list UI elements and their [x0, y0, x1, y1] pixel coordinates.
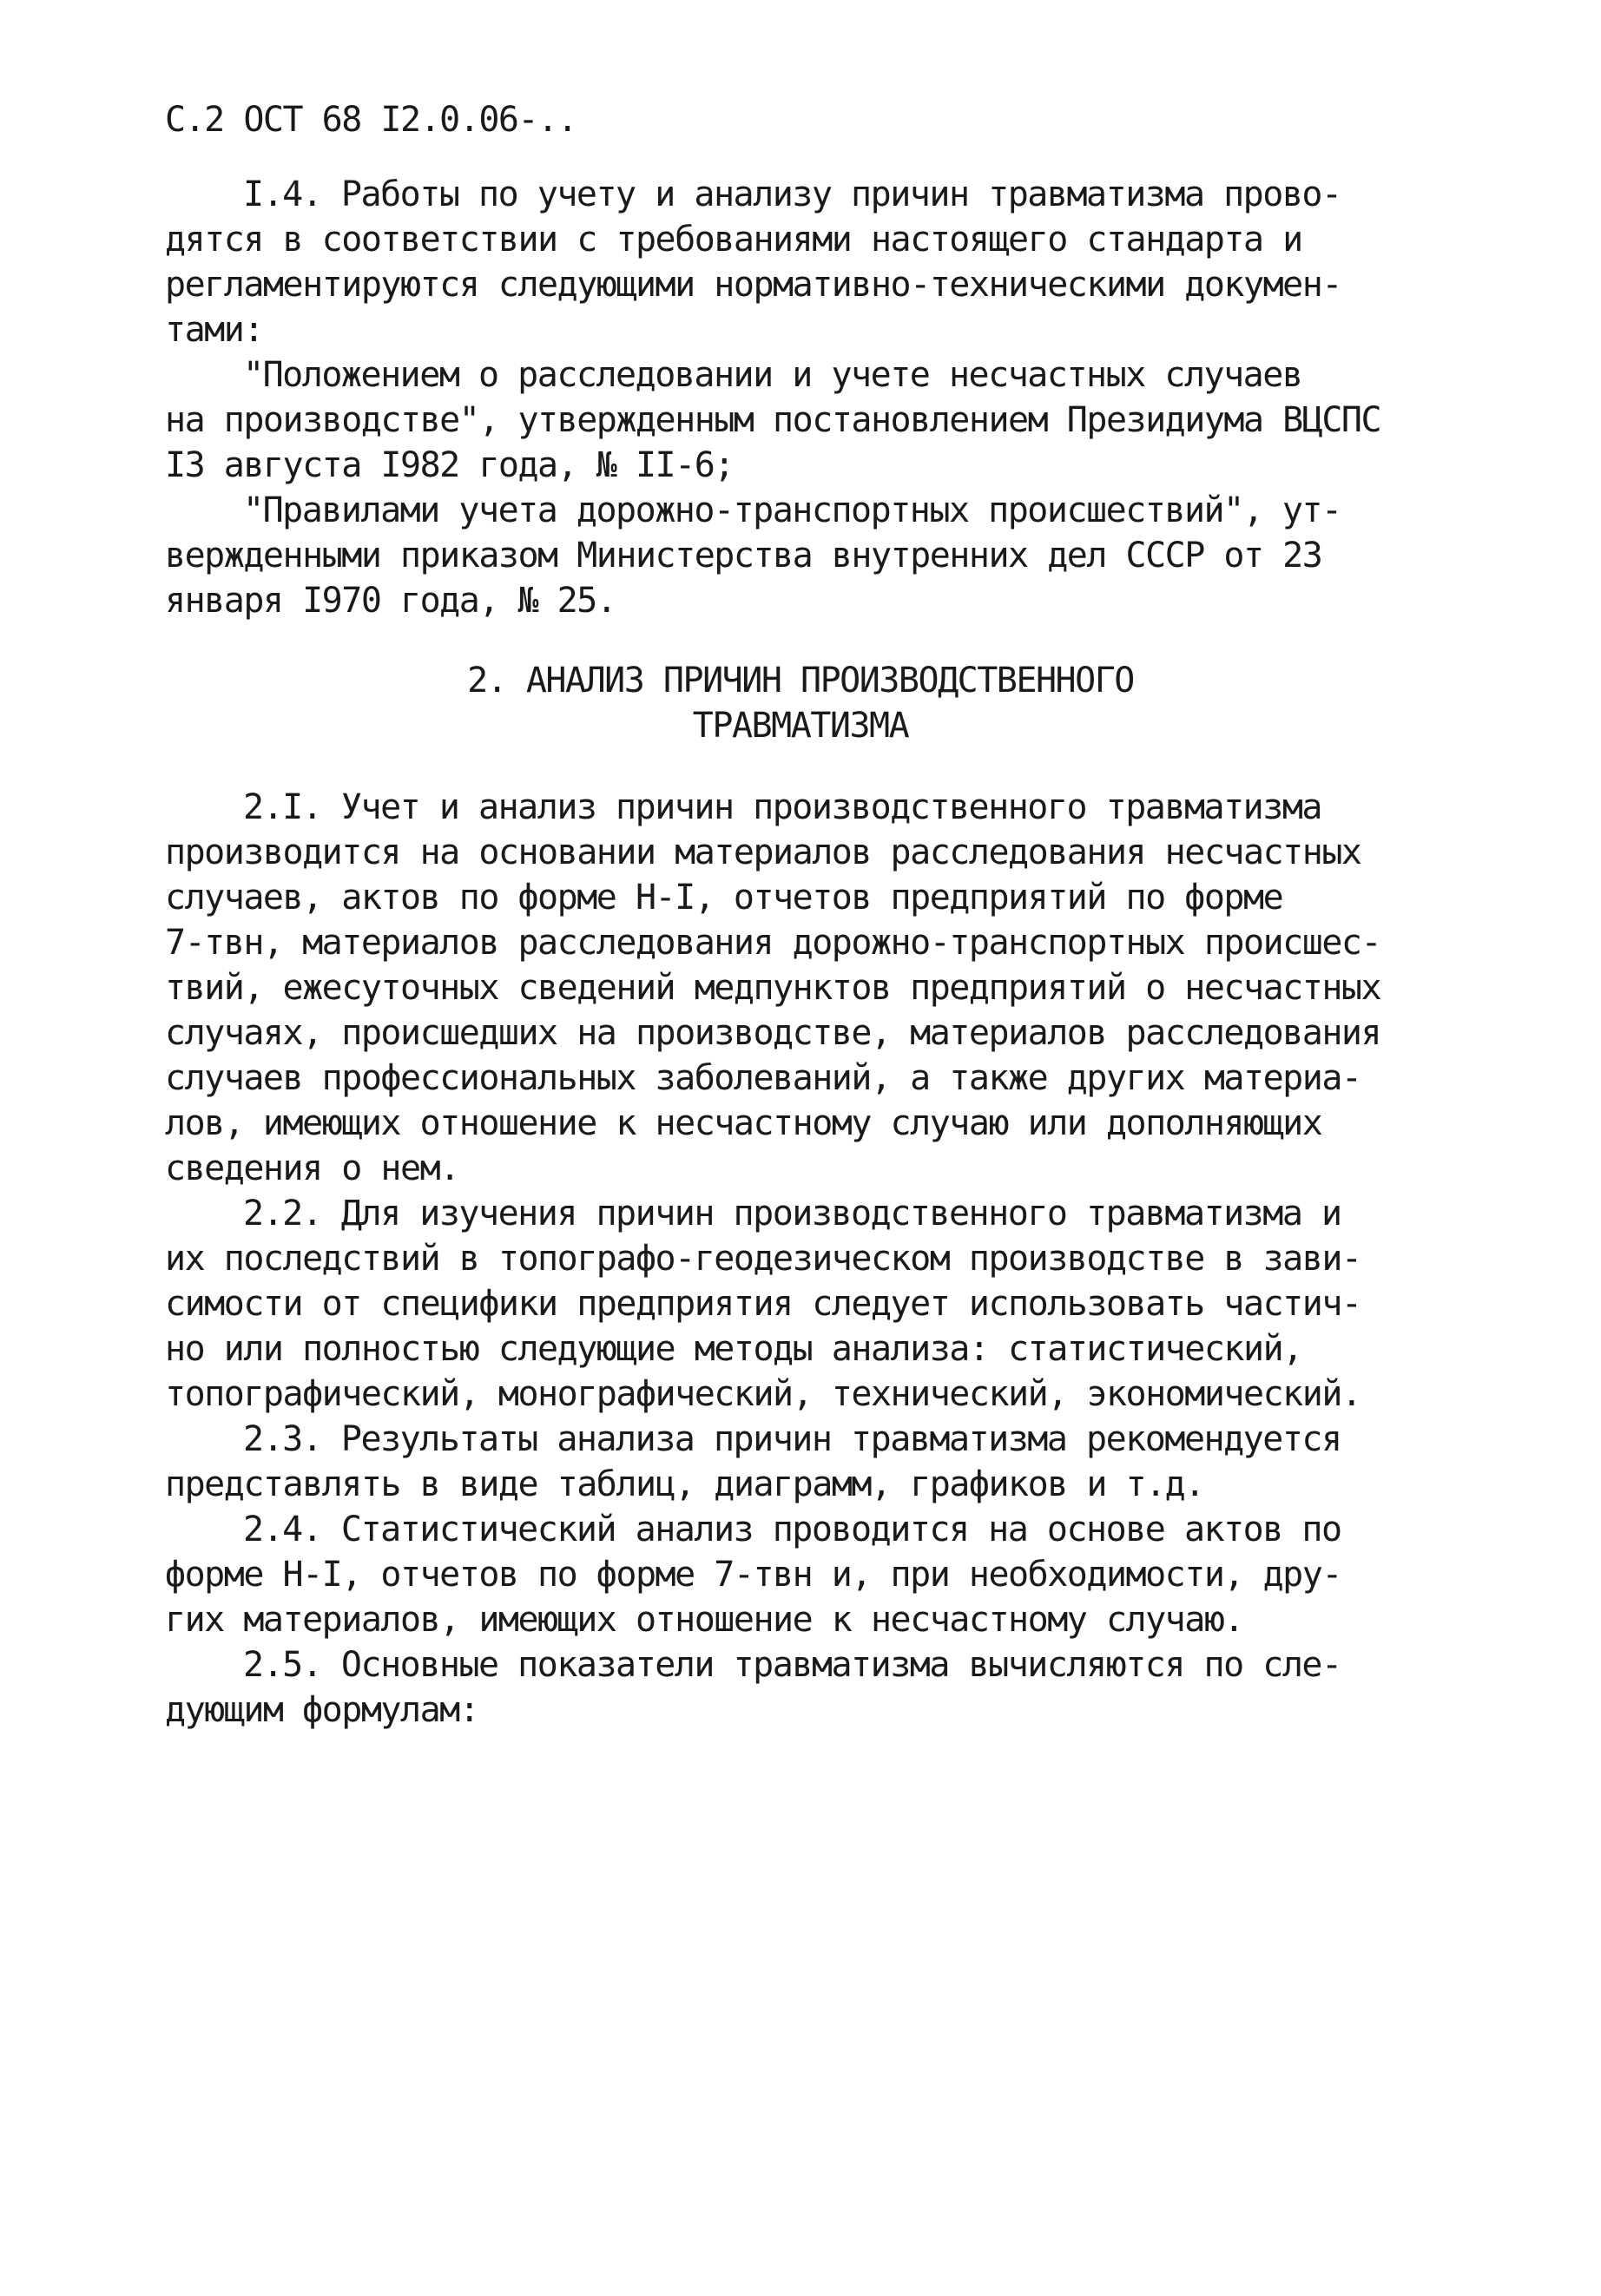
paragraph-2-3-line: представлять в виде таблиц, диаграмм, графиков и т.д. — [165, 1464, 1204, 1504]
paragraph-2-4-line: гих материалов, имеющих отношение к несчастному случаю. — [165, 1600, 1244, 1640]
paragraph-2-3-line: 2.3. Результаты анализа причин травматизма рекомендуется — [243, 1419, 1341, 1459]
regulation-1-line: на производстве", утвержденным постановлением Президиума ВЦСПС — [165, 400, 1381, 440]
paragraph-2-1-line: случаях, происшедших на производстве, материалов расследования — [165, 1013, 1381, 1053]
regulation-2-line: "Правилами учета дорожно-транспортных происшествий", ут- — [243, 490, 1341, 530]
paragraph-2-1-line: сведения о нем. — [165, 1148, 459, 1188]
paragraph-1-4-line: регламентируются следующими нормативно-техническими докумен- — [165, 265, 1341, 305]
paragraph-2-2-line: 2.2. Для изучения причин производственного травматизма и — [243, 1194, 1341, 1234]
paragraph-2-1-line: случаев, актов по форме Н-I, отчетов предприятий по форме — [165, 878, 1283, 918]
paragraph-2-1-line: лов, имеющих отношение к несчастному случаю или дополняющих — [165, 1103, 1322, 1143]
paragraph-1-4-line: I.4. Работы по учету и анализу причин травматизма прово- — [243, 174, 1341, 214]
paragraph-2-4-line: 2.4. Статистический анализ проводится на основе актов по — [243, 1510, 1341, 1549]
paragraph-2-1-line: случаев профессиональных заболеваний, а также других материа- — [165, 1058, 1361, 1098]
section-2-heading: ТРАВМАТИЗМА — [692, 706, 909, 746]
paragraph-2-1-line: 7-твн, материалов расследования дорожно-транспортных происшес- — [165, 923, 1381, 963]
paragraph-2-2-line: симости от специфики предприятия следует использовать частич- — [165, 1284, 1361, 1324]
paragraph-1-4-line: тами: — [165, 310, 263, 350]
paragraph-2-2-line: их последствий в топографо-геодезическом производстве в зави- — [165, 1239, 1361, 1279]
paragraph-2-2-line: но или полностью следующие методы анализа: статистический, — [165, 1329, 1302, 1369]
page-header-code: С.2 ОСТ 68 I2.0.06-.. — [165, 100, 577, 140]
regulation-2-line: вержденными приказом Министерства внутренних дел СССР от 23 — [165, 536, 1322, 576]
regulation-2-line: января I970 года, № 25. — [165, 581, 616, 621]
regulation-1-line: "Положением о расследовании и учете несчастных случаев — [243, 355, 1302, 395]
paragraph-2-1-line: производится на основании материалов расследования несчастных — [165, 832, 1361, 872]
paragraph-2-2-line: топографический, монографический, технический, экономический. — [165, 1374, 1361, 1414]
paragraph-2-5-line: 2.5. Основные показатели травматизма вычисляются по сле- — [243, 1645, 1341, 1685]
paragraph-2-1-line: твий, ежесуточных сведений медпунктов предприятий о несчастных — [165, 968, 1381, 1008]
section-2-heading: 2. АНАЛИЗ ПРИЧИН ПРОИЗВОДСТВЕННОГО — [467, 661, 1134, 701]
paragraph-1-4-line: дятся в соответствии с требованиями настоящего стандарта и — [165, 220, 1302, 260]
paragraph-2-5-line: дующим формулам: — [165, 1690, 479, 1730]
regulation-1-line: I3 августа I982 года, № II-6; — [165, 445, 734, 485]
paragraph-2-4-line: форме Н-I, отчетов по форме 7-твн и, при необходимости, дру- — [165, 1555, 1341, 1595]
paragraph-2-1-line: 2.I. Учет и анализ причин производственного травматизма — [243, 787, 1322, 827]
